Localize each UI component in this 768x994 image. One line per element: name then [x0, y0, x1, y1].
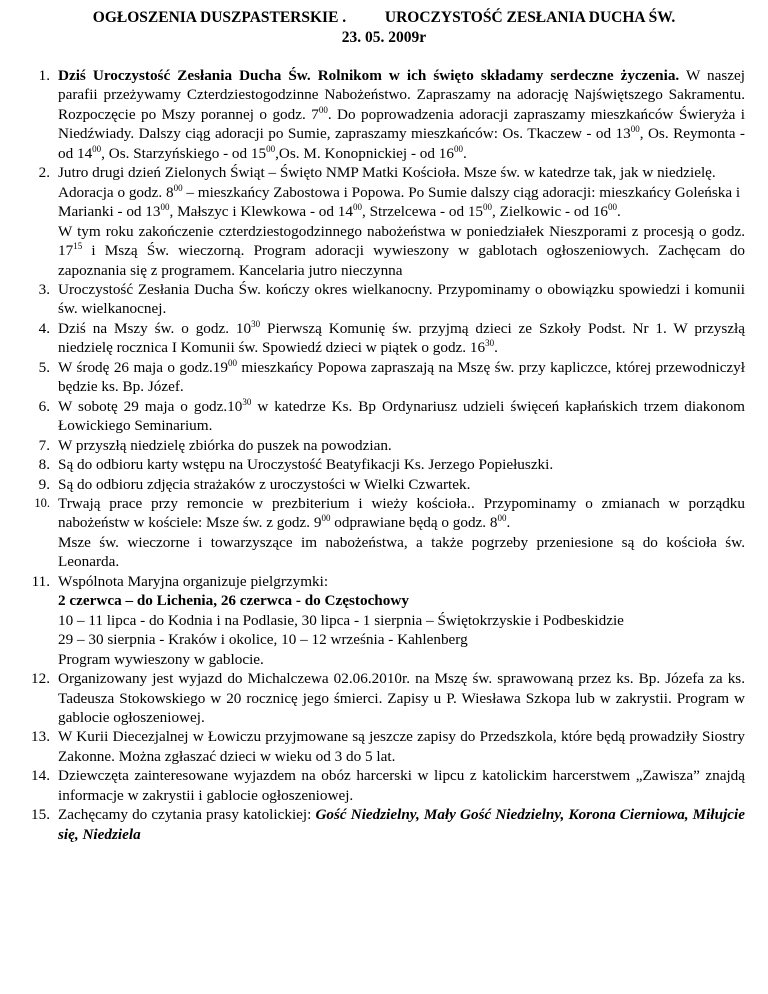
time-superscript: 00 — [266, 143, 276, 154]
item-text: Pierwszą Komunię św. przyjmą dzieci ze Szkoły Podst. Nr 1. W przyszłą niedzielę rocznica I Komunii św. Spowiedź dzieci w piątek o godz. 16 — [58, 319, 745, 357]
list-item — [0, 455, 768, 474]
item-text: Są do odbioru zdjęcia strażaków z uroczystości w Wielki Czwartek. — [58, 475, 471, 493]
list-item — [0, 572, 768, 669]
pilgrimage-note: Program wywieszony w gablocie. — [58, 650, 264, 668]
time-superscript: 00 — [160, 202, 170, 213]
list-item — [0, 358, 768, 397]
header-date: 23. 05. 2009r — [341, 29, 427, 46]
item-text: w katedrze Ks. Bp Ordynariusz udzieli święceń kapłańskich trzem diakonom Łowickiego Seminarium. — [58, 397, 746, 435]
item-number: 10. — [34, 495, 50, 510]
item-number: 7. — [38, 436, 50, 454]
list-item — [0, 436, 768, 455]
time-superscript: 00 — [352, 202, 362, 213]
header-title-right: UROCZYSTOŚĆ ZESŁANIA DUCHA ŚW. — [384, 9, 676, 26]
list-item — [0, 397, 768, 436]
time-superscript: 00 — [92, 143, 102, 154]
announcements-list — [0, 66, 768, 844]
time-superscript: 15 — [73, 241, 83, 252]
item-text: mieszkańcy Popowa zapraszają na Mszę św. przy kapliczce, której przewodniczył będzie ks. Bp. Józef. — [58, 358, 745, 396]
time-superscript: 00 — [321, 513, 331, 524]
list-item — [0, 163, 768, 280]
list-item — [0, 727, 768, 766]
item-text: W przyszłą niedzielę zbiórka do puszek na powodzian. — [58, 436, 392, 454]
item-text: Dziewczęta zainteresowane wyjazdem na obóz harcerski w lipcu z katolickim harcerstwem „Zawisza” znajdą informacje w zakrystii i gablocie ogłoszeniowej. — [58, 767, 745, 804]
item-text: , Strzelcewa - od 15 — [361, 203, 484, 221]
item-text: . — [462, 144, 467, 162]
item-paragraph: Msze św. wieczorne i towarzyszące im nabożeństwa, a także pogrzeby przeniesione są do kościoła św. Leonarda. — [58, 533, 745, 571]
item-text: W Kurii Diecezjalnej w Łowiczu przyjmowane są jeszcze zapisy do Przedszkola, które będą prowadziły Siostry Zakonne. Można zgłaszać dzieci w wieku od 3 do 5 lat. — [58, 728, 745, 765]
item-text: Dziś na Mszy św. o godz. 10 — [58, 319, 252, 337]
time-superscript: 00 — [453, 143, 463, 154]
item-text: Zachęcamy do czytania prasy katolickiej: — [58, 806, 316, 824]
time-superscript: 00 — [497, 513, 507, 524]
item-number: 2. — [38, 164, 50, 182]
list-item — [0, 766, 768, 805]
time-superscript: 30 — [485, 338, 495, 349]
press-titles: Gość Niedzielny, Mały Gość Niedzielny, Korona Cierniowa, Miłujcie się, Niedziela — [58, 806, 745, 843]
item-text: odprawiane będą o godz. 8 — [330, 514, 498, 532]
item-number: 12. — [31, 670, 50, 688]
item-number: 1. — [38, 67, 50, 84]
item-number: 9. — [38, 475, 50, 493]
item-text: Trwają prace przy remoncie w prezbiterium i wieży kościoła.. Przypominamy o zmianach w porządku nabożeństw w kościele: Msze św. z godz. 9 — [58, 494, 745, 532]
time-superscript: 00 — [608, 202, 618, 213]
item-paragraph — [58, 163, 745, 221]
item-number: 11. — [31, 572, 50, 590]
item-text: W środę 26 maja o godz.19 — [58, 358, 228, 376]
item-text: Uroczystość Zesłania Ducha Św. kończy okres wielkanocny. Przypominamy o obowiązku spowiedzi i komunii św. wielkanocnej. — [58, 280, 745, 318]
item-text: i Mszą Św. wieczorną. Program adoracji wywieszony w gablotach ogłoszeniowych. Zachęcam do zapoznania się z programem. Kancelaria jutro nieczynna — [58, 242, 745, 279]
item-text: Jutro drugi dzień Zielonych Świąt – Święto NMP Matki Kościoła. Msze św. w katedrze tak, jak w niedzielę. Adoracja o godz. 8 — [58, 164, 716, 201]
item-number: 4. — [38, 319, 50, 337]
item-text: . — [494, 339, 498, 357]
item-paragraph — [58, 494, 745, 533]
item-number: 14. — [31, 767, 50, 785]
item-text: – mieszkańcy Zabostowa i Popowa. Po Sumie dalszy ciąg adoracji: mieszkańcy Goleńska i Marianki - od 13 — [58, 183, 741, 221]
item-text: . Do poprowadzenia adoracji zapraszamy mieszkańców Świeryża i Niedźwiady. Dalszy ciąg adoracji po Sumie, zapraszamy mieszkańców: Os. Tkaczew - od 13 — [58, 105, 745, 143]
time-superscript: 00 — [318, 104, 328, 115]
time-superscript: 30 — [251, 318, 261, 329]
item-number: 6. — [38, 397, 50, 415]
list-item — [0, 319, 768, 358]
pilgrimage-intro: Wspólnota Maryjna organizuje pielgrzymki: — [58, 572, 329, 590]
item-paragraph — [58, 222, 745, 280]
item-text: W tym roku zakończenie czterdziestogodzinnego nabożeństwa w poniedziałek Nieszporami z procesją o godz. 17 — [58, 222, 745, 260]
item-text: Są do odbioru karty wstępu na Uroczystość Beatyfikacji Ks. Jerzego Popiełuszki. — [58, 456, 554, 474]
item-text: Organizowany jest wyjazd do Michalczewa 02.06.2010r. na Mszę św. sprawowaną przez ks. Bp. Józefa za ks. Tadeusza Stokowskiego w 20 rocznicę jego śmierci. Zapisy u P. Wiesława Szkopa lub w zakrystii. Program w gablocie ogłoszeniowej. — [58, 670, 745, 726]
time-superscript: 00 — [630, 124, 640, 135]
pilgrimage-dates: 29 – 30 sierpnia - Kraków i okolice, 10 – 12 września - Kahlenberg — [58, 631, 468, 649]
pilgrimage-dates: 10 – 11 lipca - do Kodnia i na Podlasie, 30 lipca - 1 sierpnia – Świętokrzyskie i Podbeskidzie — [58, 611, 624, 629]
time-superscript: 00 — [227, 357, 237, 368]
time-superscript: 30 — [242, 396, 252, 407]
list-item — [0, 66, 768, 163]
item-text: . — [506, 514, 511, 532]
item-number: 5. — [38, 358, 50, 376]
item-text: W naszej parafii przeżywamy Czterdziestogodzinne Nabożeństwo. Zapraszamy na adorację Najświętszego Sakramentu. Rozpoczęcie po Mszy porannej o godz. 7 — [58, 67, 746, 123]
list-item — [0, 494, 768, 572]
item-number: 3. — [38, 280, 50, 298]
item-text: , Os. Starzyńskiego - od 15 — [101, 144, 267, 162]
item-text: W sobotę 29 maja o godz.10 — [58, 397, 243, 415]
item-text: . — [617, 203, 621, 221]
item-text: , Os. Reymonta - od 14 — [58, 125, 745, 162]
list-item — [0, 669, 768, 727]
item-number: 13. — [31, 728, 50, 746]
header-title-line — [0, 8, 768, 28]
list-item — [0, 475, 768, 494]
list-item — [0, 805, 768, 844]
list-item — [0, 280, 768, 319]
time-superscript: 00 — [483, 202, 493, 213]
item-text: , Małszyc i Klewkowa - od 14 — [169, 203, 353, 221]
document-header — [0, 8, 768, 48]
item-number: 8. — [38, 456, 50, 474]
item-bold-intro: Dziś Uroczystość Zesłania Ducha Św. Rolnikom w ich święto składamy serdeczne życzenia. — [58, 67, 680, 84]
header-title-left: OGŁOSZENIA DUSZPASTERSKIE . — [92, 9, 347, 26]
item-number: 15. — [31, 806, 50, 824]
item-text: ,Os. M. Konopnickiej - od 16 — [275, 144, 454, 162]
item-text: , Zielkowic - od 16 — [492, 203, 609, 221]
time-superscript: 00 — [173, 182, 183, 193]
pilgrimage-dates-bold: 2 czerwca – do Lichenia, 26 czerwca - do Częstochowy — [58, 592, 409, 610]
